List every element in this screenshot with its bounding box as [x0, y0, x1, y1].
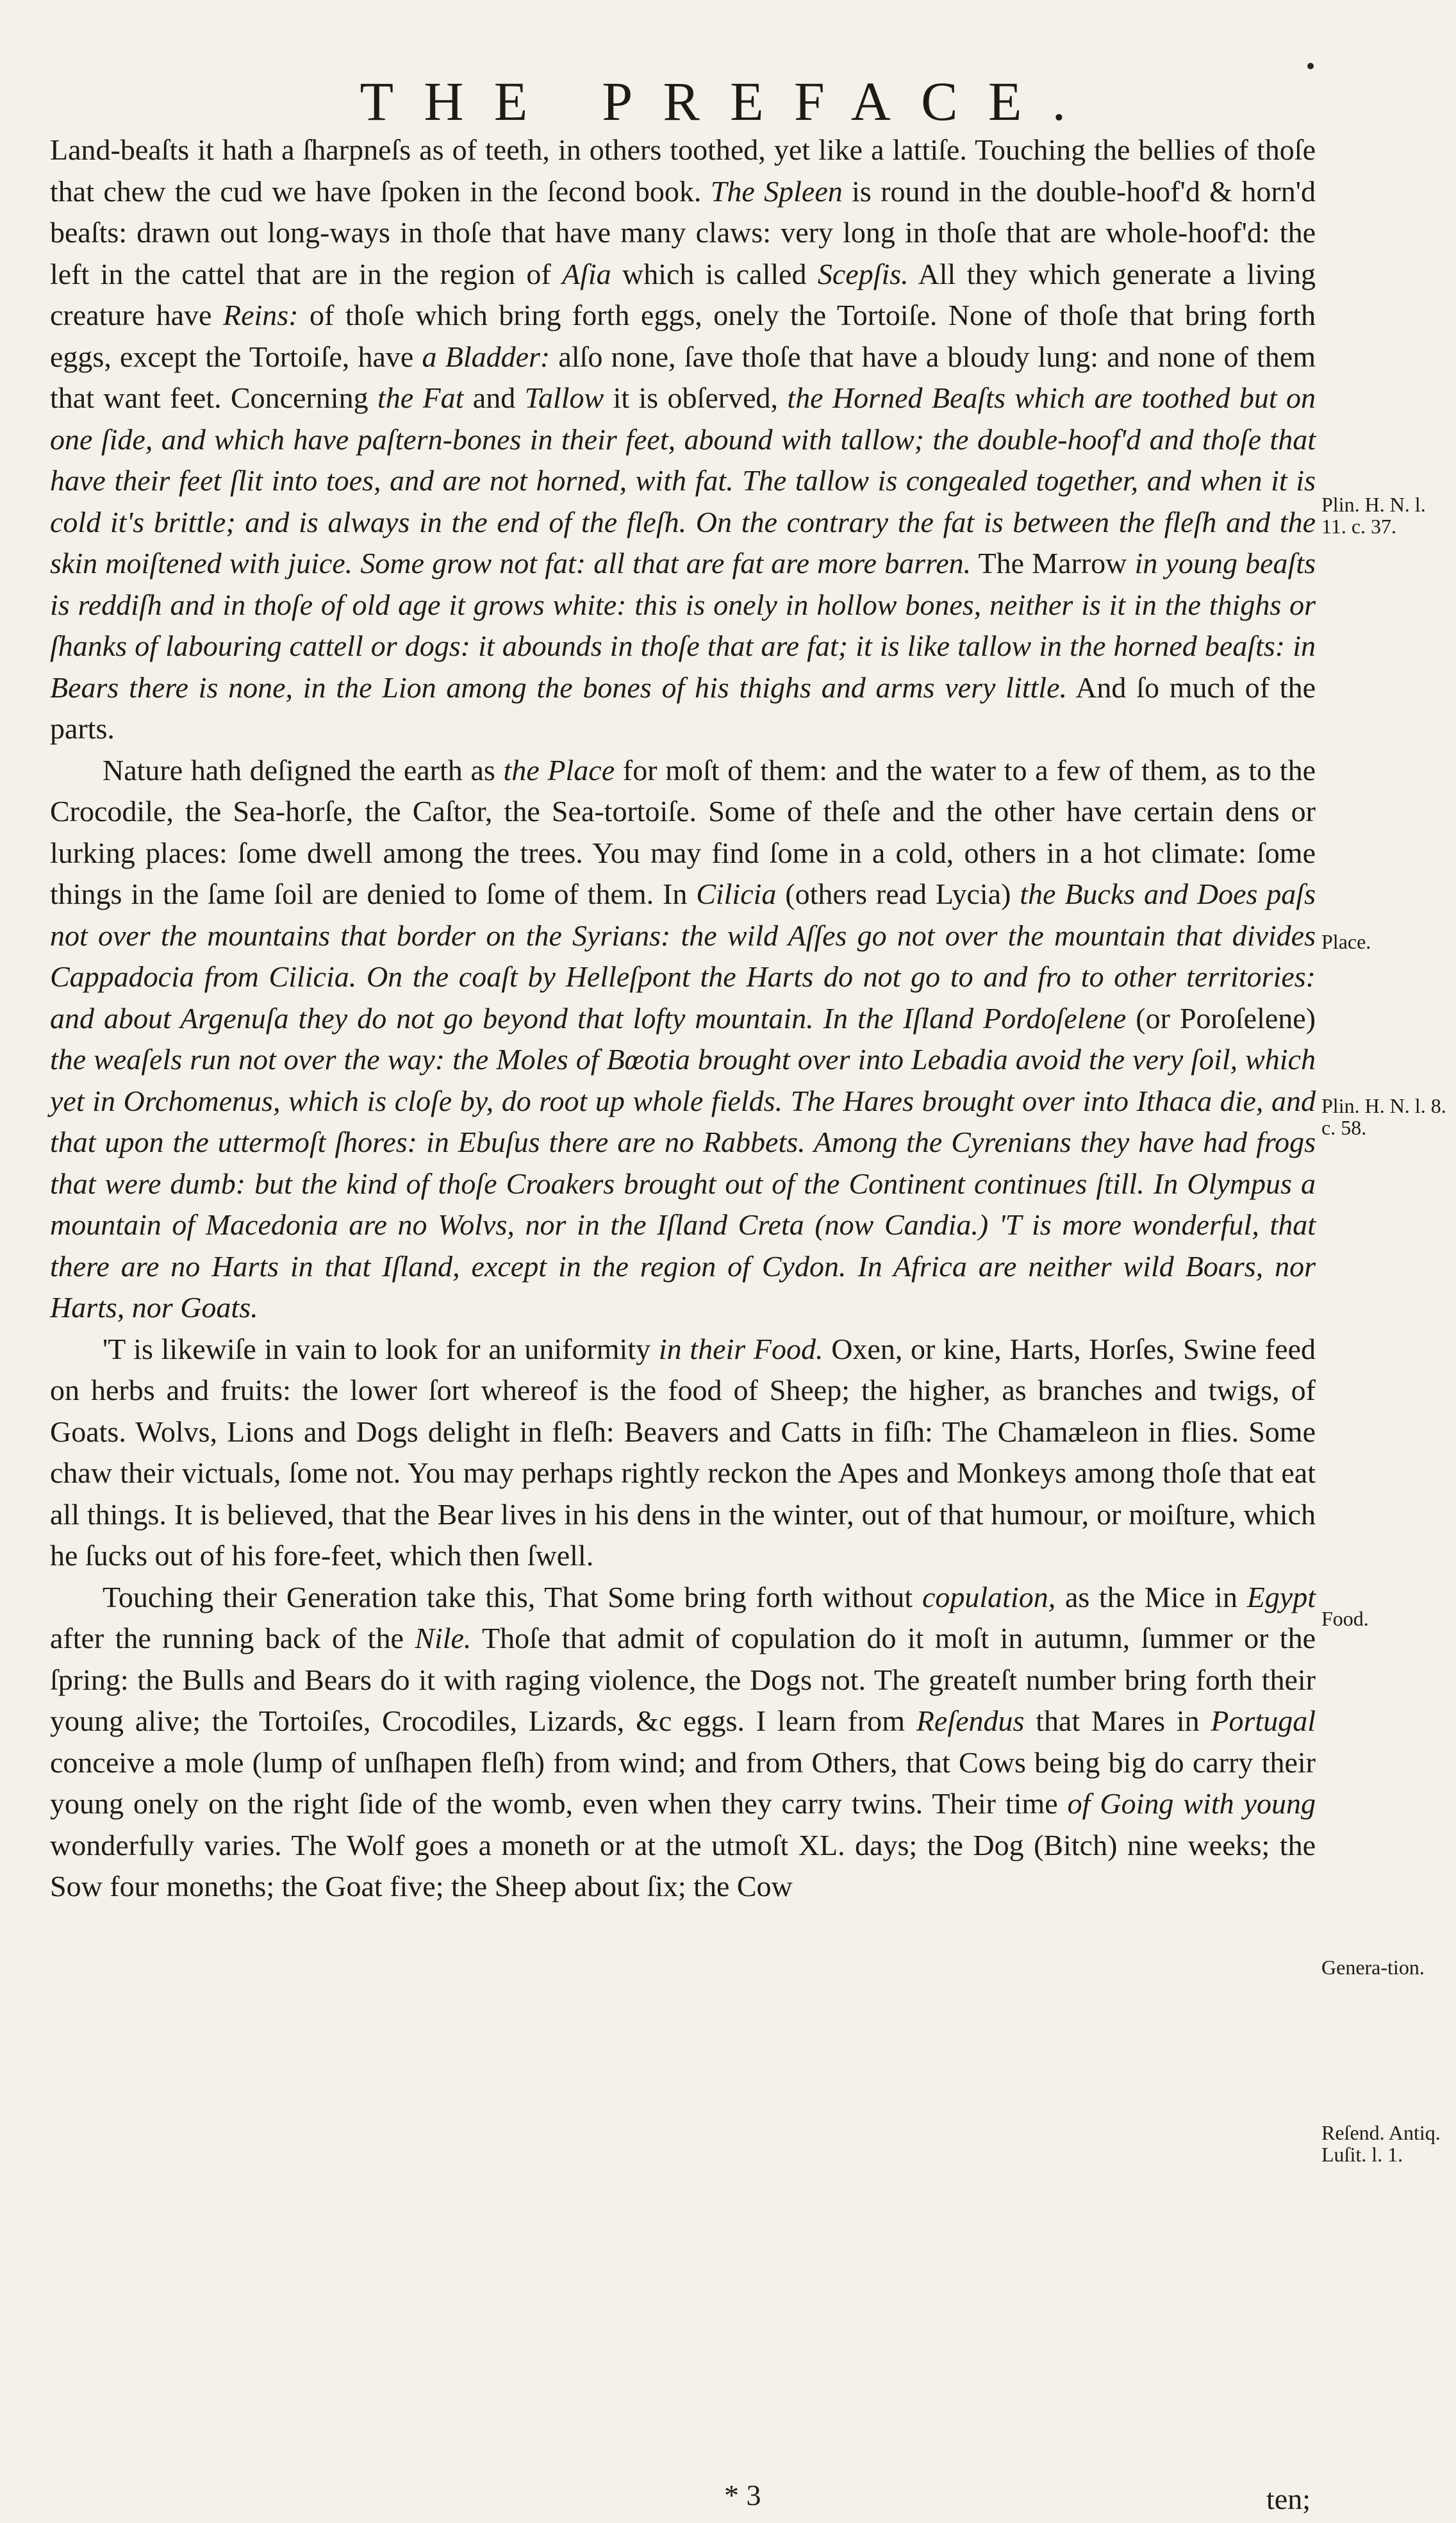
- margin-note-place: Place.: [1321, 930, 1371, 953]
- roman-text: and: [463, 381, 525, 414]
- roman-text: for moſt of them: and the water to a few of them, as to the Crocodile, the Sea-horſe, the Caſtor, the Sea-tortoiſe. Some of theſe and the other have certain dens or lurking places: ſome dwell among the trees. You may find ſome in a cold, others in a hot climate: ſome things in the ſame ſoil are denied to ſome of them. In: [50, 753, 1316, 910]
- italic-text: The Spleen: [710, 174, 843, 208]
- italic-text: in their Food.: [658, 1332, 823, 1365]
- roman-text: All they which generate a living creature have: [50, 257, 1316, 331]
- margin-note-generation: Genera-tion.: [1321, 1956, 1425, 1979]
- paragraph-generation: [50, 1577, 1316, 1908]
- roman-text: conceive a mole (lump of unſhapen fleſh) from wind; and from Others, that Cows being big do carry their young onely on the right ſide of the womb, even when they carry twins. Their time: [50, 1745, 1316, 1820]
- italic-text: Aſia: [562, 257, 611, 290]
- roman-text: is round in the double-hoof'd & horn'd beaſts: drawn out long-ways in thoſe that have many claws: very long in thoſe that are whole-hoof'd: the left in the cattel that are in the region of: [50, 174, 1316, 290]
- roman-text: (or Poroſelene): [1126, 1001, 1316, 1035]
- paragraph-anatomy: [50, 129, 1316, 750]
- ink-dot: [1307, 63, 1314, 69]
- roman-text: 'T is likewiſe in vain to look for an uniformity: [103, 1332, 659, 1365]
- roman-text: Thoſe that admit of copulation do it moſt in autumn, ſummer or the ſpring: the Bulls and Bears do it with raging violence, the Dogs not. The greateſt number bring forth their young alive; the Tortoiſes, Crocodiles, Lizards, &c eggs. I learn from: [50, 1622, 1316, 1737]
- roman-text: The Marrow: [971, 547, 1135, 579]
- paragraph-food: [50, 1329, 1316, 1577]
- roman-text: (others read Lycia): [776, 878, 1020, 910]
- margin-note-resend: Reſend. Antiq. Luſit. l. 1.: [1321, 2121, 1441, 2166]
- italic-text: Portugal: [1211, 1704, 1316, 1737]
- roman-text: And ſo much of the parts.: [50, 670, 1316, 745]
- roman-text: which is called: [611, 257, 818, 290]
- margin-note-plin-8: Plin. H. N. l. 8. c. 58.: [1321, 1094, 1446, 1139]
- italic-text: Reins:: [223, 299, 299, 331]
- italic-text: a Bladder:: [422, 340, 550, 373]
- italic-text: the Horned Beaſts which are toothed but on one ſide, and which have paſtern-bones in their feet, abound with tallow; the double-hoof'd and thoſe that have their feet ſlit into toes, and are not horned, with fat. The tallow is congealed together, and when it is cold it's brittle; and is always in the end of the fleſh. On the contrary the fat is between the fleſh and the skin moiſtened with juice. Some grow not fat: all that are fat are more barren.: [50, 381, 1316, 579]
- roman-text: it is obſerved,: [604, 381, 788, 414]
- italic-text: Tallow: [524, 381, 604, 414]
- margin-note-food: Food.: [1321, 1607, 1369, 1630]
- roman-text: after the running back of the: [50, 1622, 415, 1654]
- roman-text: of thoſe which bring forth eggs, onely the Tortoiſe. None of thoſe that bring forth eggs, except the Tortoiſe, have: [50, 299, 1316, 373]
- page-title: THE PREFACE.: [360, 71, 1096, 132]
- italic-text: Reſendus: [916, 1704, 1025, 1737]
- roman-text: that Mares in: [1024, 1704, 1211, 1737]
- margin-note-plin-11: Plin. H. N. l. 11. c. 37.: [1321, 493, 1426, 538]
- italic-text: of Going with young: [1067, 1787, 1316, 1820]
- roman-text: Oxen, or kine, Harts, Horſes, Swine feed on herbs and fruits: the lower ſort whereof is the food of Sheep; the higher, as branches and twigs, of Goats. Wolvs, Lions and Dogs delight in fleſh: Beavers and Catts in fiſh: The Chamæleon in flies. Some chaw their victuals, ſome not. You may perhaps rightly reckon the Apes and Monkeys among thoſe that eat all things. It is believed, that the Bear lives in his dens in the winter, out of that humour, or moiſture, which he ſucks out of his fore-feet, which then ſwell.: [50, 1332, 1316, 1572]
- italic-text: Egypt: [1246, 1580, 1316, 1613]
- italic-text: the Fat: [377, 381, 464, 414]
- roman-text: as the Mice in: [1055, 1580, 1247, 1613]
- roman-text: wonderfully varies. The Wolf goes a moneth or at the utmoſt XL. days; the Dog (Bitch) nine weeks; the Sow four moneths; the Goat five; the Sheep about ſix; the Cow: [50, 1828, 1316, 1903]
- roman-text: Nature hath deſigned the earth as: [103, 753, 504, 787]
- roman-text: alſo none, ſave thoſe that have a bloudy lung: and none of them that want feet. Concerning: [50, 340, 1316, 414]
- paragraph-place: [50, 750, 1316, 1329]
- italic-text: copulation,: [922, 1580, 1056, 1613]
- italic-text: the Bucks and Does paſs not over the mountains that border on the Syrians: the wild Aſſes go not over the mountain that divides Cappadocia from Cilicia. On the coaſt by Helleſpont the Harts do not go to and fro to other territories: and about Argenuſa they do not go beyond that lofty mountain. In the Iſland Pordoſelene: [50, 878, 1316, 1035]
- roman-text: Touching their Generation take this, That Some bring forth without: [103, 1580, 922, 1613]
- italic-text: Nile.: [415, 1622, 472, 1654]
- italic-text: the weaſels run not over the way: the Moles of Bœotia brought over into Lebadia avoid the very ſoil, which yet in Orchomenus, which is cloſe by, do root up whole fields. The Hares brought over into Ithaca die, and that upon the uttermoſt ſhores: in Ebuſus there are no Rabbets. Among the Cyrenians they have had frogs that were dumb: but the kind of thoſe Croakers brought out of the Continent continues ſtill. In Olympus a mountain of Macedonia are no Wolvs, nor in the Iſland Creta (now Candia.) 'T is more wonderful, that there are no Harts in that Iſland, except in the region of Cydon. In Africa are neither wild Boars, nor Harts, nor Goats.: [50, 1043, 1316, 1324]
- italic-text: Cilicia: [696, 878, 777, 910]
- signature-mark: * 3: [724, 2479, 761, 2511]
- italic-text: Scepſis.: [817, 257, 909, 290]
- italic-text: the Place: [503, 753, 615, 787]
- roman-text: Land-beaſts it hath a ſharpneſs as of teeth, in others toothed, yet like a lattiſe. Touching the bellies of thoſe that chew the cud we have ſpoken in the ſecond book.: [50, 133, 1316, 208]
- body-text: [50, 129, 1316, 1908]
- catchword: ten;: [1266, 2483, 1311, 2515]
- italic-text: in young beaſts is reddiſh and in thoſe of old age it grows white: this is onely in hollow bones, neither is it in the thighs or ſhanks of labouring cattell or dogs: it abounds in thoſe that are fat; it is like tallow in the horned beaſts: in Bears there is none, in the Lion among the bones of his thighs and arms very little.: [50, 547, 1316, 704]
